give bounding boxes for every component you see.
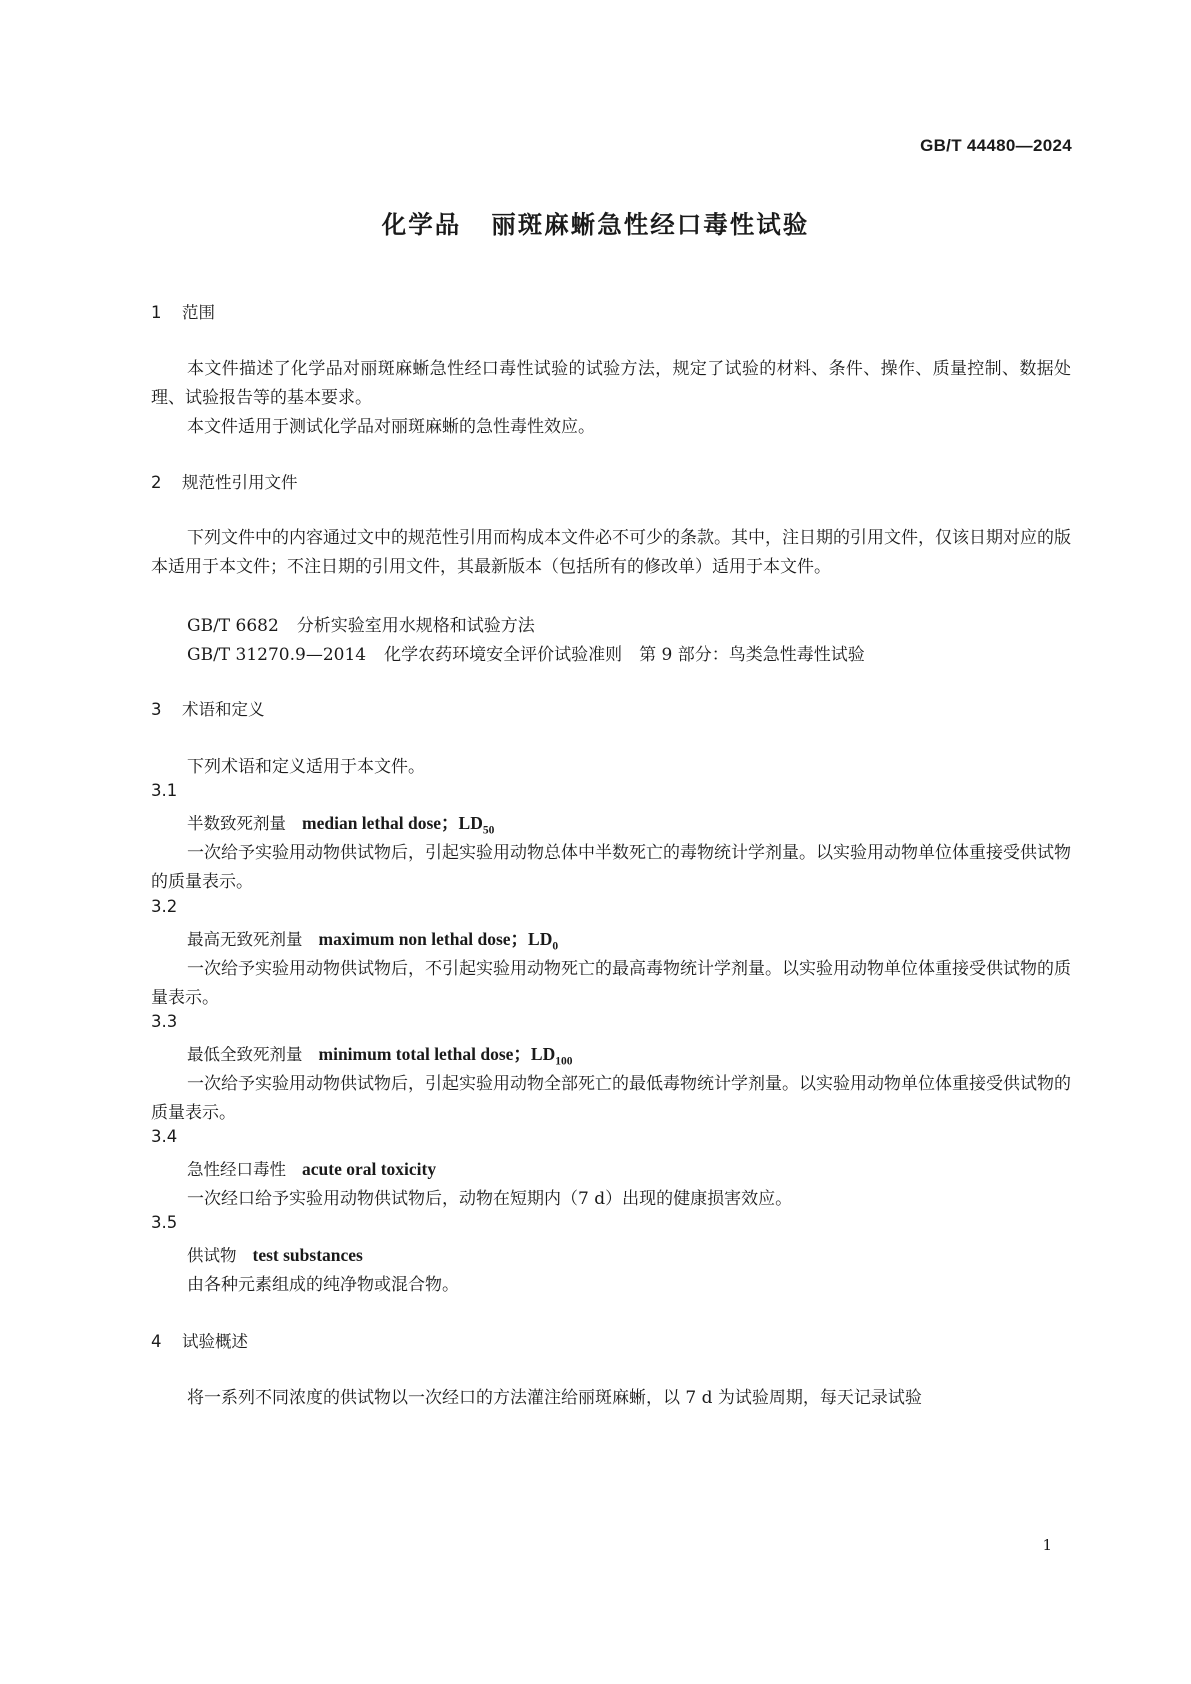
term-heading	[187, 926, 558, 953]
term-definition: 一次给予实验用动物供试物后，引起实验用动物总体中半数死亡的毒物统计学剂量。以实验用动物单位体重接受供试物的质量表示。	[151, 843, 1071, 892]
reference-name: 化学农药环境安全评价试验准则 第 9 部分：鸟类急性毒性试验	[384, 645, 865, 665]
term-number: 3.3	[151, 1012, 178, 1031]
section-number: 2	[151, 473, 162, 492]
section-title: 规范性引用文件	[182, 473, 298, 492]
term-heading	[187, 1041, 573, 1068]
term-zh: 最低全致死剂量	[187, 1045, 303, 1064]
term-zh: 急性经口毒性	[187, 1160, 286, 1179]
term-zh: 最高无致死剂量	[187, 930, 303, 949]
term-subscript: 100	[555, 1055, 573, 1068]
reference-code: GB/T 6682	[187, 616, 279, 636]
reference-name: 分析实验室用水规格和试验方法	[296, 616, 535, 636]
section-title: 范围	[182, 303, 215, 322]
term-definition: 一次经口给予实验用动物供试物后，动物在短期内（7 d）出现的健康损害效应。	[187, 1189, 793, 1209]
section-number: 3	[151, 700, 162, 719]
term-definition: 一次给予实验用动物供试物后，引起实验用动物全部死亡的最低毒物统计学剂量。以实验用动物单位体重接受供试物的质量表示。	[151, 1074, 1071, 1123]
term-en: median lethal dose；$LD_{50}$	[302, 813, 495, 837]
section-number: 1	[151, 303, 162, 322]
reference-item	[187, 640, 865, 665]
term-subscript: 50	[482, 824, 495, 837]
section-2-paragraph-1: 下列文件中的内容通过文中的规范性引用而构成本文件必不可少的条款。其中，注日期的引用文件，仅该日期对应的版本适用于本文件；不注日期的引用文件，其最新版本（包括所有的修改单）适用于本文件。	[151, 528, 1071, 577]
term-heading	[187, 1156, 436, 1180]
term-zh: 半数致死剂量	[187, 814, 286, 833]
title-part-2: 丽斑麻蜥急性经口毒性试验	[491, 210, 810, 239]
term-en: minimum total lethal dose；$LD_{100}$	[318, 1044, 573, 1068]
section-1-heading	[151, 299, 215, 323]
term-en: test substances	[252, 1245, 363, 1265]
section-title: 试验概述	[182, 1332, 248, 1351]
section-title: 术语和定义	[182, 700, 265, 719]
term-number: 3.5	[151, 1213, 178, 1232]
term-definition: 由各种元素组成的纯净物或混合物。	[187, 1275, 459, 1295]
standard-code: GB/T 44480—2024	[920, 136, 1072, 155]
term-heading	[187, 1242, 363, 1266]
term-number: 3.4	[151, 1127, 178, 1146]
term-subscript: 0	[552, 940, 559, 953]
term-en: acute oral toxicity	[302, 1159, 437, 1179]
term-heading	[187, 810, 494, 837]
page-number: 1	[1042, 1536, 1052, 1554]
section-1-paragraph-2: 本文件适用于测试化学品对丽斑麻蜥的急性毒性效应。	[187, 417, 595, 437]
reference-item	[187, 611, 535, 636]
section-3-heading	[151, 696, 265, 720]
section-2-heading	[151, 469, 298, 493]
term-en: maximum non lethal dose；$LD_0$	[318, 929, 559, 953]
term-definition: 一次给予实验用动物供试物后，不引起实验用动物死亡的最高毒物统计学剂量。以实验用动物单位体重接受供试物的质量表示。	[151, 959, 1071, 1008]
section-4-heading	[151, 1328, 248, 1352]
section-4-paragraph-1: 将一系列不同浓度的供试物以一次经口的方法灌注给丽斑麻蜥，以 7 d 为试验周期，每天记录试验	[187, 1388, 922, 1408]
title-part-1: 化学品	[381, 210, 462, 239]
term-number: 3.1	[151, 781, 178, 800]
section-number: 4	[151, 1332, 162, 1351]
section-3-intro: 下列术语和定义适用于本文件。	[187, 757, 425, 777]
section-1-paragraph-1: 本文件描述了化学品对丽斑麻蜥急性经口毒性试验的试验方法，规定了试验的材料、条件、操作、质量控制、数据处理、试验报告等的基本要求。	[151, 359, 1071, 408]
document-title	[0, 206, 1191, 241]
reference-code: GB/T 31270.9—2014	[187, 645, 367, 665]
term-number: 3.2	[151, 897, 178, 916]
term-zh: 供试物	[187, 1246, 237, 1265]
